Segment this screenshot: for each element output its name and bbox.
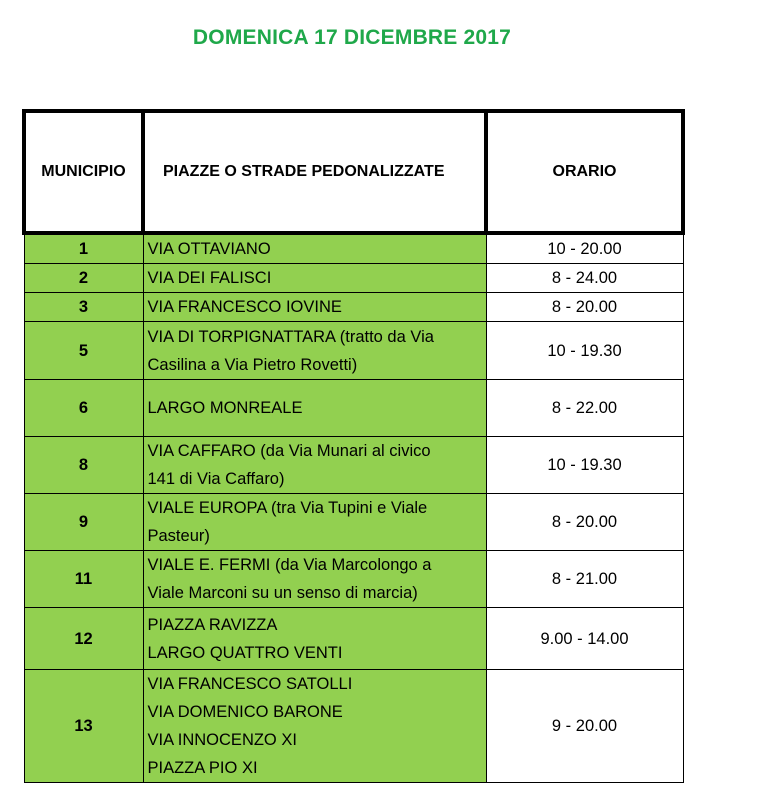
street-name: Viale Marconi su un senso di marcia): [147, 584, 418, 602]
streets-cell: [143, 322, 486, 380]
orario-cell: 9 - 20.00: [486, 670, 683, 783]
streets-cell: [143, 494, 486, 551]
orario-cell: 10 - 19.30: [486, 437, 683, 494]
municipio-cell: 5: [24, 322, 143, 380]
street-name: VIA CAFFARO (da Via Munari al civico: [147, 442, 431, 460]
municipio-cell: 3: [24, 293, 143, 322]
table-row: [24, 233, 683, 264]
streets-cell: [143, 264, 486, 293]
table-row: [24, 264, 683, 293]
table-header-row: [24, 111, 683, 233]
header-municipio: MUNICIPIO: [24, 111, 143, 233]
header-orario: ORARIO: [486, 111, 683, 233]
orario-cell: 9.00 - 14.00: [486, 608, 683, 670]
street-name: PIAZZA PIO XI: [147, 759, 258, 777]
streets-cell: [143, 437, 486, 494]
street-name: Pasteur): [147, 527, 210, 545]
table-row: [24, 670, 683, 783]
municipio-cell: 6: [24, 380, 143, 437]
street-name: VIA DEI FALISCI: [147, 269, 272, 287]
header-piazze-strade: PIAZZE O STRADE PEDONALIZZATE: [143, 111, 486, 233]
pedestrian-streets-table: [22, 109, 685, 783]
table-row: [24, 608, 683, 670]
table-row: [24, 437, 683, 494]
street-name: VIA DOMENICO BARONE: [147, 703, 343, 721]
street-name: VIA INNOCENZO XI: [147, 731, 297, 749]
page-title: DOMENICA 17 DICEMBRE 2017: [192, 26, 512, 49]
municipio-cell: 2: [24, 264, 143, 293]
streets-cell: [143, 551, 486, 608]
orario-cell: 8 - 24.00: [486, 264, 683, 293]
table-body: [24, 233, 683, 783]
municipio-cell: 12: [24, 608, 143, 670]
street-name: LARGO MONREALE: [147, 399, 303, 417]
street-name: VIA FRANCESCO IOVINE: [147, 298, 342, 316]
orario-cell: 8 - 20.00: [486, 293, 683, 322]
municipio-cell: 8: [24, 437, 143, 494]
orario-cell: 8 - 22.00: [486, 380, 683, 437]
table-row: [24, 551, 683, 608]
streets-cell: [143, 380, 486, 437]
street-name: 141 di Via Caffaro): [147, 470, 285, 488]
street-name: VIA DI TORPIGNATTARA (tratto da Via: [147, 327, 434, 346]
streets-cell: [143, 233, 486, 264]
street-name: Casilina a Via Pietro Rovetti): [147, 355, 358, 374]
table-row: [24, 494, 683, 551]
street-name: PIAZZA RAVIZZA: [147, 615, 278, 634]
orario-cell: 10 - 19.30: [486, 322, 683, 380]
orario-cell: 8 - 21.00: [486, 551, 683, 608]
streets-cell: [143, 608, 486, 670]
street-name: VIA FRANCESCO SATOLLI: [147, 675, 353, 693]
streets-cell: [143, 670, 486, 783]
streets-cell: [143, 293, 486, 322]
municipio-cell: 13: [24, 670, 143, 783]
street-name: LARGO QUATTRO VENTI: [147, 643, 343, 662]
orario-cell: 10 - 20.00: [486, 233, 683, 264]
municipio-cell: 1: [24, 233, 143, 264]
street-name: VIALE EUROPA (tra Via Tupini e Viale: [147, 499, 428, 517]
table-row: [24, 380, 683, 437]
municipio-cell: 9: [24, 494, 143, 551]
table-row: [24, 322, 683, 380]
orario-cell: 8 - 20.00: [486, 494, 683, 551]
street-name: VIALE E. FERMI (da Via Marcolongo a: [147, 556, 432, 574]
municipio-cell: 11: [24, 551, 143, 608]
street-name: VIA OTTAVIANO: [147, 240, 271, 258]
table-row: [24, 293, 683, 322]
